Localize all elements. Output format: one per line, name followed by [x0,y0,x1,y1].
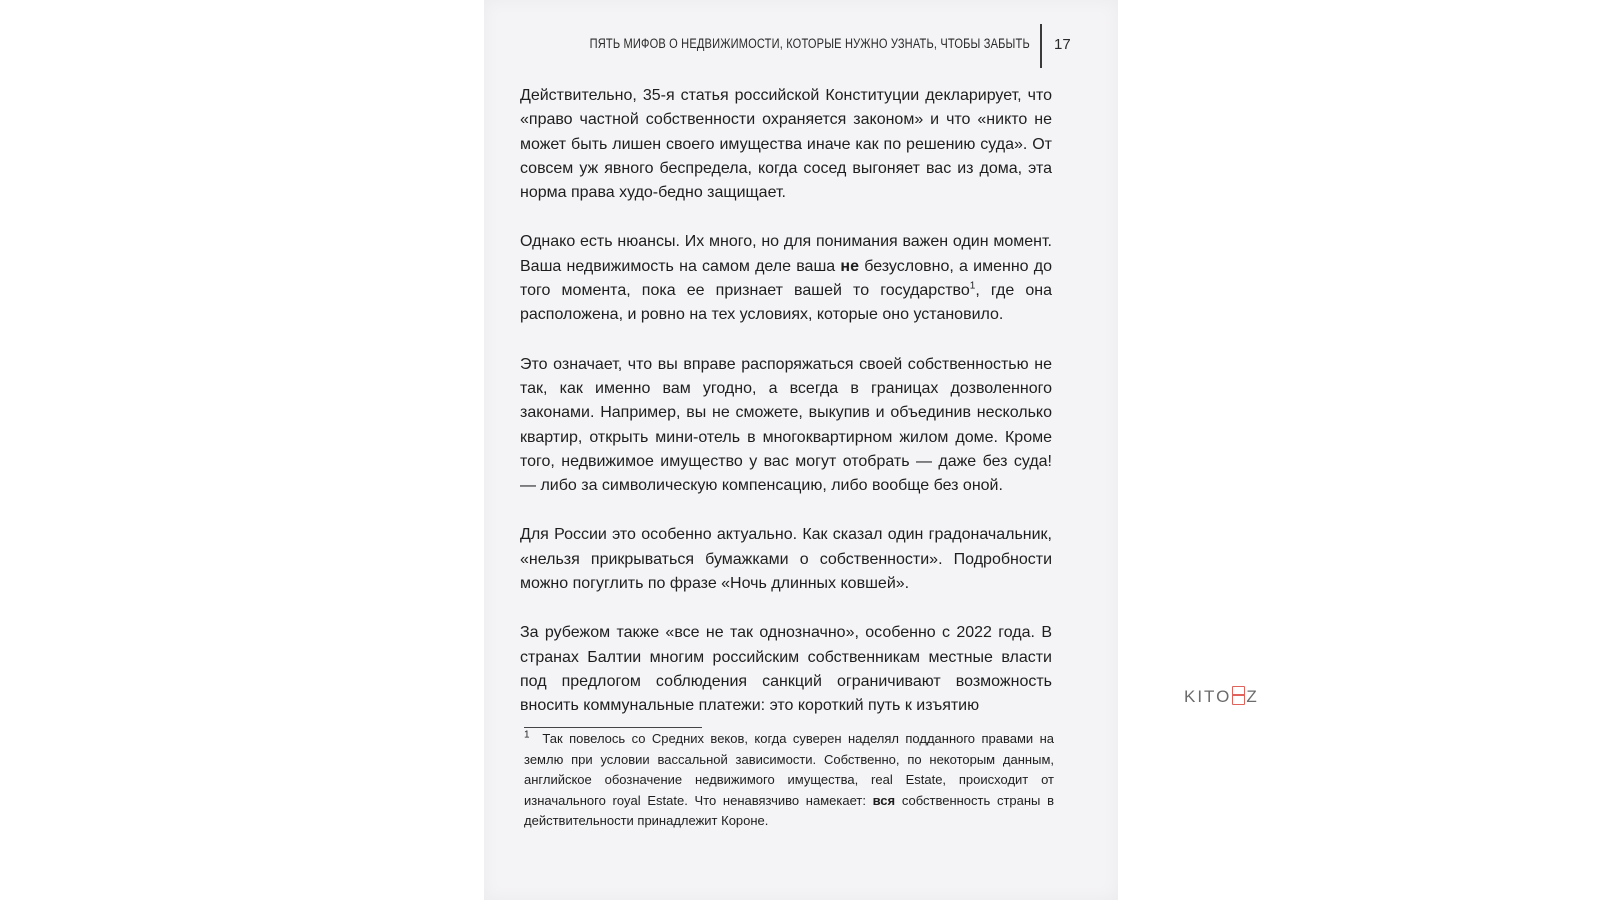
paragraph-text: , где она расположена, и ровно на тех условиях, которые оно установило. [520,282,1053,324]
paragraph-text: Действительно, 35-я статья российской Конституции декларирует, что «право частной собственности охраняется законом» и что «никто не может быть лишен своего имущества иначе как по решению суда». От совсем уж явного беспредела, когда сосед выгоняет вас из дома, эта норма права худо-бедно защищает. [520,87,1052,202]
watermark-logo [1184,686,1259,707]
footnote-marker: 1 [524,729,530,741]
header-divider [1040,24,1042,68]
paragraph-4 [520,523,1052,596]
footnote-emphasis: вся [872,792,896,808]
paragraph-text: безусловно, а именно до того момента, пока ее признает вашей то государство [520,257,1053,300]
paragraph-3 [520,353,1052,499]
watermark-glyph-icon [1232,686,1245,705]
paragraph-5 [520,621,1052,718]
book-page [484,0,1118,900]
page-number: 17 [1054,36,1071,53]
paragraph-text: Для России это особенно актуально. Как сказал один градоначальник, «нельзя прикрываться бумажками о собственности». Подробности можно погуглить по фразе «Ночь длинных ковшей». [520,526,1052,593]
paragraph-text: Однако есть нюансы. Их много, но для понимания важен один момент. Ваша недвижимость на самом деле ваша [520,233,1052,275]
footnote-text: Так повелось со Средних веков, когда суверен наделял подданного правами на землю при условии вассальной зависимости. Собственно, по некоторым данным, английское обозначение недвижимого имущества, real Estate, происходит от изначального royal Estate. Что ненавязчиво намекает: [524,731,1054,808]
paragraph-1 [520,84,1052,205]
footnote-divider [524,727,702,728]
paragraph-text: Это означает, что вы вправе распоряжаться своей собственностью не так, как именно вам угодно, а всегда в границах дозволенного законами. Например, вы не сможете, выкупив и объединив несколько квартир, открыть мини-отель в многоквартирном жилом доме. Кроме того, недвижимое имущество у вас могут отобрать — даже без суда! — либо за символическую компенсацию, либо вообще без оной. [520,355,1052,495]
body-text [520,84,1052,719]
footnote-reference[interactable]: 1 [969,280,976,292]
emphasis-text: не [840,257,859,275]
paragraph-2 [520,230,1052,327]
watermark-text: Z [1246,687,1259,706]
watermark-text: KITO [1184,687,1232,706]
paragraph-text: За рубежом также «все не так однозначно», особенно с 2022 года. В странах Балтии многим российским собственникам местные власти под предлогом соблюдения санкций ограничивают возможность вносить коммунальные платежи: это короткий путь к изъятию [520,624,1052,715]
footnote [524,729,1054,832]
footnote-text: собственность страны в действительности принадлежит Короне. [524,792,1054,828]
running-title: ПЯТЬ МИФОВ О НЕДВИЖИМОСТИ, КОТОРЫЕ НУЖНО УЗНАТЬ, ЧТОБЫ ЗАБЫТЬ [589,36,1030,51]
